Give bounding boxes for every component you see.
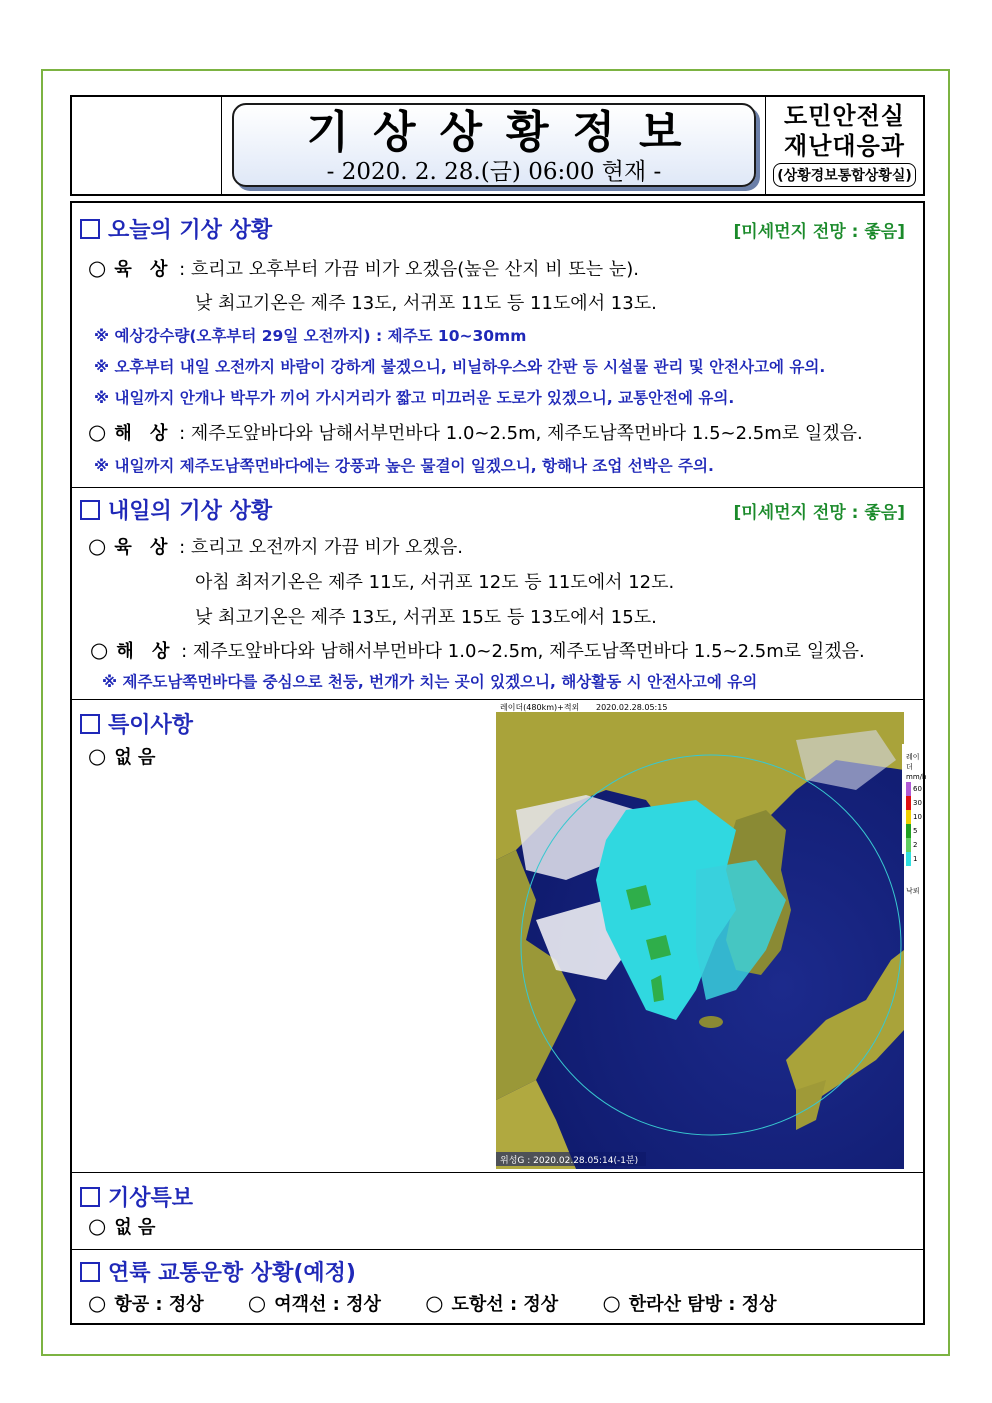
- radar-legend-item: [906, 838, 926, 852]
- tomorrow-dust-forecast: [미세먼지 전망 : 좋음]: [733, 503, 905, 523]
- warning-item: ○ 없 음: [88, 1214, 156, 1238]
- department-name: 도민안전실: [784, 102, 905, 130]
- tomorrow-land-line: ○ 육 상 : 흐리고 오전까지 가끔 비가 오겠음.: [88, 534, 463, 558]
- tomorrow-heading: 내일의 기상 상황: [80, 494, 272, 525]
- document-header: [70, 95, 925, 196]
- department-cell: [765, 97, 923, 194]
- title-box: [232, 103, 756, 187]
- header-empty-cell: [72, 97, 222, 194]
- radar-legend-value: 10: [913, 813, 922, 821]
- today-wind-note: ※ 오후부터 내일 오전까지 바람이 강하게 불겠으니, 비닐하우스와 간판 등 시설물 관리 및 안전사고에 유의.: [94, 358, 826, 376]
- radar-legend-item: [906, 824, 926, 838]
- radar-legend-value: 2: [913, 841, 918, 849]
- today-land-line: ○ 육 상 : 흐리고 오후부터 가끔 비가 오겠음(높은 산지 비 또는 눈).: [88, 256, 639, 280]
- radar-legend-value: 1: [913, 855, 918, 863]
- page-title: 기상상황정보: [306, 107, 706, 158]
- radar-legend-item: [906, 810, 926, 824]
- radar-header-time: 2020.02.28.05:15: [596, 703, 668, 712]
- special-heading: 특이사항: [80, 708, 193, 739]
- radar-legend-lightning: 낙뢰: [906, 887, 920, 895]
- radar-legend-swatch: [906, 796, 911, 810]
- traffic-item-island-ferry: ○ 도항선 : 정상: [425, 1291, 559, 1315]
- radar-header-label: 레이더(480km)+적외: [500, 703, 580, 712]
- today-heading: 오늘의 기상 상황: [80, 213, 272, 244]
- traffic-item-hallasan: ○ 한라산 탐방 : 정상: [602, 1291, 777, 1315]
- radar-legend-swatch: [906, 852, 911, 866]
- traffic-item-ferry: ○ 여객선 : 정상: [247, 1291, 381, 1315]
- today-rain-note: ※ 예상강수량(오후부터 29일 오전까지) : 제주도 10~30mm: [94, 327, 527, 345]
- radar-legend-swatch: [906, 810, 911, 824]
- circle-bullet-icon: ○: [90, 638, 109, 662]
- tomorrow-min-temp: 아침 최저기온은 제주 11도, 서귀포 12도 등 11도에서 12도.: [195, 572, 675, 593]
- tomorrow-thunder-note: ※ 제주도남쪽먼바다를 중심으로 천둥, 번개가 치는 곳이 있겠으니, 해상활동 시 안전사고에 유의: [102, 673, 758, 691]
- traffic-section: [72, 1250, 923, 1323]
- circle-bullet-icon: ○: [88, 744, 107, 768]
- report-body: [70, 201, 925, 1325]
- radar-legend-swatch: [906, 824, 911, 838]
- radar-satellite-image: [496, 700, 906, 1169]
- circle-bullet-icon: ○: [88, 1214, 107, 1238]
- radar-legend-value: 60: [913, 785, 922, 793]
- checkbox-square-icon: [80, 500, 100, 520]
- radar-legend-value: 5: [913, 827, 918, 835]
- traffic-heading: 연륙 교통운항 상황(예정): [80, 1256, 356, 1287]
- checkbox-square-icon: [80, 1262, 100, 1282]
- tomorrow-sea-line: ○ 해 상 : 제주도앞바다와 남해서부먼바다 1.0~2.5m, 제주도남쪽먼바다 1.5~2.5m로 일겠음.: [90, 638, 865, 662]
- today-land-temp: 낮 최고기온은 제주 13도, 서귀포 11도 등 11도에서 13도.: [195, 293, 657, 314]
- today-sea-line: ○ 해 상 : 제주도앞바다와 남해서부먼바다 1.0~2.5m, 제주도남쪽먼바다 1.5~2.5m로 일겠음.: [88, 420, 863, 444]
- radar-legend-swatch: [906, 782, 911, 796]
- checkbox-square-icon: [80, 714, 100, 734]
- warning-section: [72, 1173, 923, 1250]
- division-name: 재난대응과: [784, 132, 905, 160]
- circle-bullet-icon: ○: [88, 534, 107, 558]
- tomorrow-max-temp: 낮 최고기온은 제주 13도, 서귀포 15도 등 13도에서 15도.: [195, 607, 657, 628]
- today-dust-forecast: [미세먼지 전망 : 좋음]: [733, 222, 905, 242]
- checkbox-square-icon: [80, 1187, 100, 1207]
- tomorrow-section: [72, 488, 923, 700]
- radar-legend-item: [906, 852, 926, 866]
- today-section: [72, 203, 923, 488]
- radar-legend-value: 30: [913, 799, 922, 807]
- special-section: [72, 700, 927, 1173]
- radar-legend: [906, 752, 926, 896]
- radar-legend-unit: mm/h: [906, 773, 927, 781]
- office-name: (상황경보통합상황실): [773, 163, 916, 187]
- circle-bullet-icon: ○: [88, 420, 107, 444]
- warning-heading: 기상특보: [80, 1181, 193, 1212]
- checkbox-square-icon: [80, 219, 100, 239]
- radar-legend-title: 레이더: [906, 753, 920, 771]
- circle-bullet-icon: ○: [88, 256, 107, 280]
- traffic-item-air: ○ 항공 : 정상: [88, 1291, 204, 1315]
- special-item: ○ 없 음: [88, 744, 156, 768]
- radar-legend-item: [906, 782, 926, 796]
- radar-legend-item: [906, 796, 926, 810]
- radar-footer: 위성G : 2020.02.28.05:14(-1분): [500, 1156, 639, 1166]
- radar-legend-swatch: [906, 838, 911, 852]
- today-fog-note: ※ 내일까지 안개나 박무가 끼어 가시거리가 짧고 미끄러운 도로가 있겠으니, 교통안전에 유의.: [94, 389, 735, 407]
- report-date: - 2020. 2. 28.(금) 06:00 현재 -: [326, 159, 662, 185]
- today-sea-note: ※ 내일까지 제주도남쪽먼바다에는 강풍과 높은 물결이 일겠으니, 항해나 조업 선박은 주의.: [94, 457, 714, 475]
- traffic-status-list: [88, 1290, 815, 1316]
